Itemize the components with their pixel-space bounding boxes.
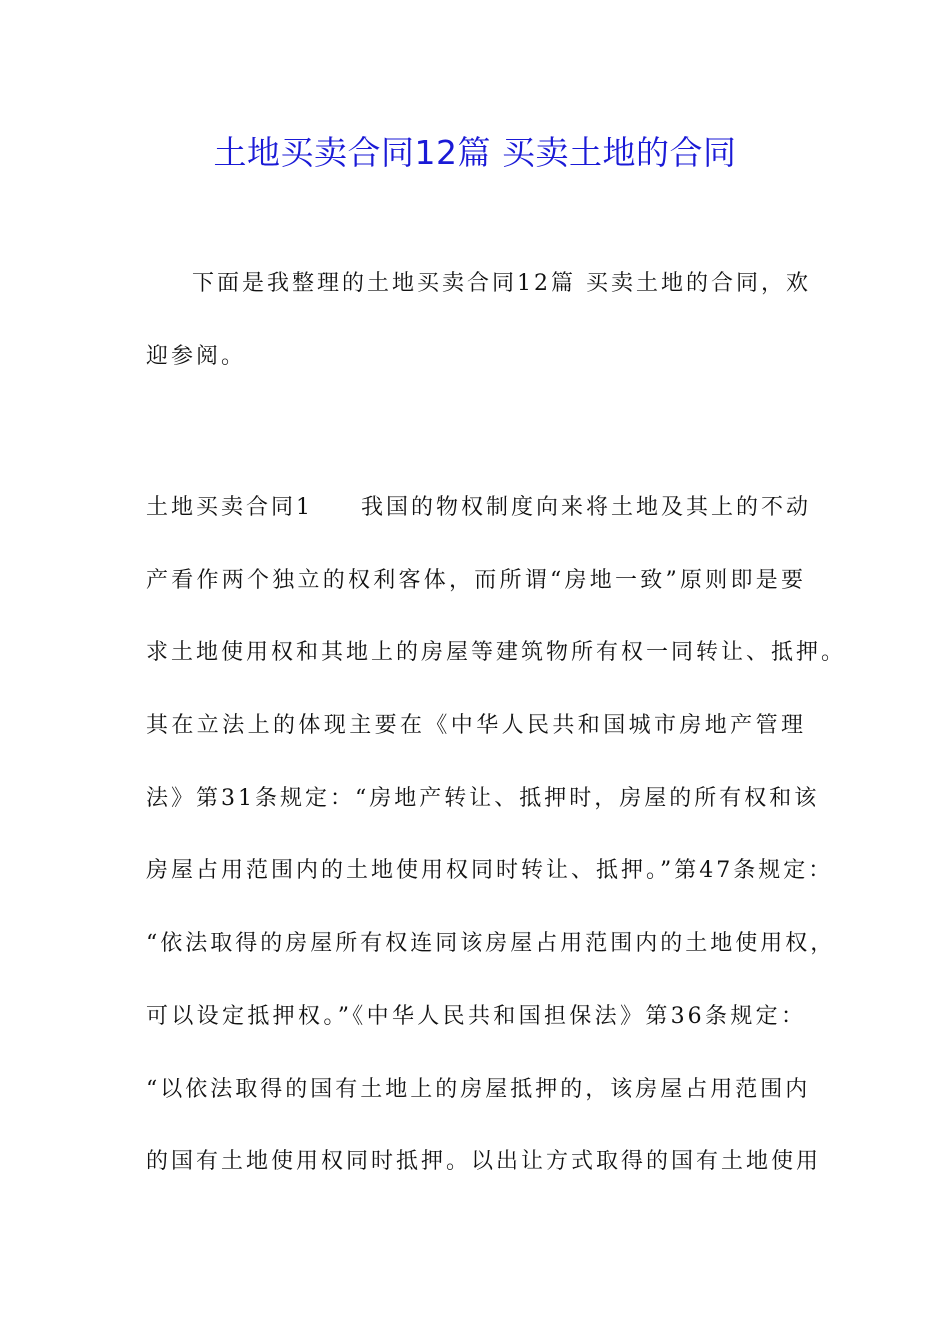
intro-line: 下面是我整理的土地买卖合同12篇 买卖土地的合同，欢 [192,271,811,296]
section-paragraph [146,472,847,1199]
section-line: 我国的物权制度向来将土地及其上的不动 [361,495,812,520]
section-line: 房屋占用范围内的土地使用权同时转让、抵押。”第47条规定： [146,858,834,884]
section-line: “以依法取得的国有土地上的房屋抵押的，该房屋占用范围内 [146,1076,811,1102]
section-line: 的国有土地使用权同时抵押。以出让方式取得的国有土地使用 [146,1149,822,1175]
document-title: 土地买卖合同12篇 买卖土地的合同 [213,133,737,172]
section-line: 产看作两个独立的权利客体，而所谓“房地一致”原则即是要 [146,567,806,593]
section-line: 求土地使用权和其地上的房屋等建筑物所有权一同转让、抵押。 [146,640,847,666]
intro-paragraph [146,248,811,393]
section-line: 其在立法上的体现主要在《中华人民共和国城市房地产管理 [146,713,806,739]
section-first-line [146,472,812,545]
section-line: “依法取得的房屋所有权连同该房屋占用范围内的土地使用权， [146,931,836,957]
section-line: 可以设定抵押权。”《中华人民共和国担保法》第36条规定： [146,1003,806,1029]
section-heading: 土地买卖合同1 [146,495,313,520]
section-line: 法》第31条规定：“房地产转让、抵押时，房屋的所有权和该 [146,785,820,811]
intro-line: 迎参阅。 [146,343,247,369]
